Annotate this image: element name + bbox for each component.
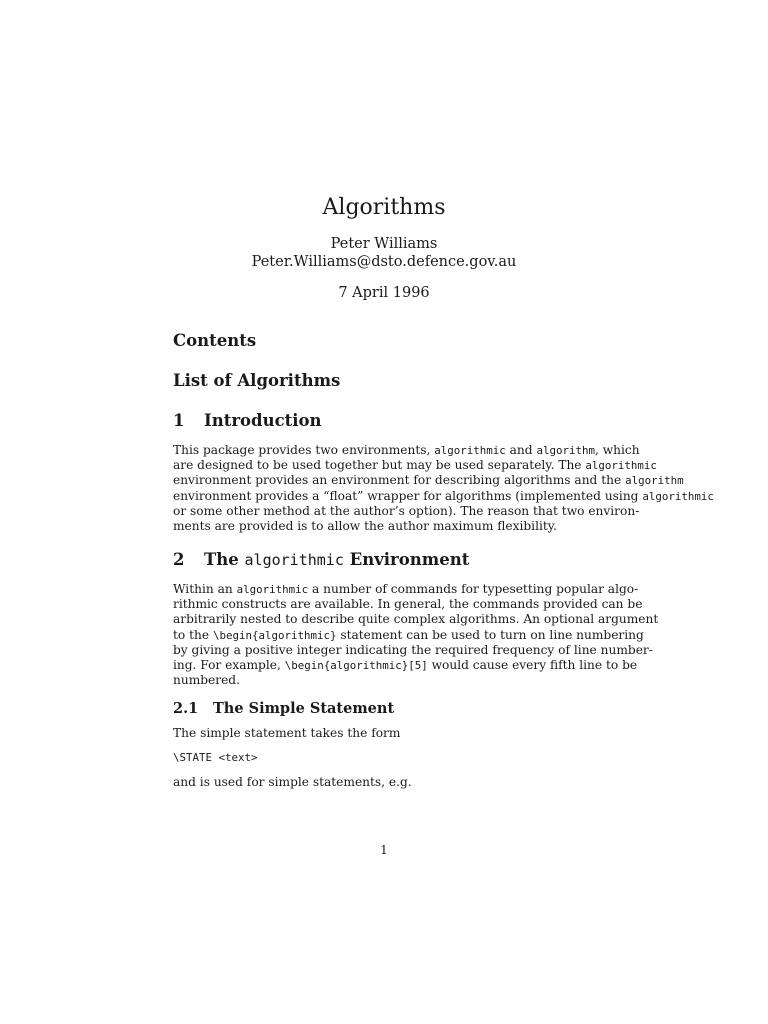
section-number: 1 — [173, 411, 185, 430]
inline-code: algorithm — [536, 444, 595, 457]
paragraph-line: arbitrarily nested to describe quite complex algorithms. An optional argument — [173, 612, 659, 627]
paragraph-line: to the \begin{algorithmic} statement can be used to turn on line numbering — [173, 627, 644, 642]
section-1-paragraph — [173, 443, 714, 534]
list-of-algorithms-heading: List of Algorithms — [173, 371, 341, 390]
subsection-2-1-heading — [173, 699, 394, 719]
inline-code: algorithmic — [585, 459, 657, 473]
subsection-number: 2.1 — [173, 700, 199, 717]
document-title: Algorithms — [322, 195, 446, 220]
section-2-heading — [173, 549, 469, 571]
paragraph-line: rithmic constructs are available. In general, the commands provided can be — [173, 597, 643, 612]
inline-code: \begin{algorithmic}[5] — [284, 659, 428, 673]
subsection-intro: The simple statement takes the form — [173, 726, 401, 740]
subsection-title: The Simple Statement — [213, 700, 395, 717]
paragraph-line: environment provides an environment for describing algorithms and the algorithm — [173, 473, 684, 488]
paragraph-line: or some other method at the author’s option). The reason that two environ- — [173, 503, 640, 518]
section-2-paragraph — [173, 582, 659, 688]
inline-code: algorithmic — [434, 444, 506, 457]
section-number: 2 — [173, 550, 185, 569]
subsection-after-text: and is used for simple statements, e.g. — [173, 775, 412, 789]
section-title-code: algorithmic — [244, 551, 344, 569]
paragraph-line: This package provides two environments, algorithmic and algorithm, which — [173, 443, 640, 457]
inline-code: algorithm — [625, 474, 684, 488]
inline-code: \begin{algorithmic} — [212, 628, 337, 642]
paragraph-line: are designed to be used together but may be used separately. The algorithmic — [173, 458, 657, 473]
document-date: 7 April 1996 — [338, 285, 430, 301]
section-title-prefix: The — [204, 550, 245, 569]
paragraph-line: ments are provided is to allow the author maximum flexibility. — [173, 519, 557, 534]
author-name: Peter Williams — [330, 236, 438, 252]
contents-heading: Contents — [173, 331, 257, 350]
page-number: 1 — [380, 843, 388, 857]
paragraph-line: environment provides a “float” wrapper for algorithms (implemented using algorithmic — [173, 488, 714, 503]
inline-code: algorithmic — [236, 583, 309, 596]
inline-code: algorithmic — [642, 489, 714, 503]
paragraph-line: ing. For example, \begin{algorithmic}[5] would cause every fifth line to be — [173, 658, 638, 673]
code-example: \STATE <text> — [173, 751, 258, 764]
section-title-suffix: Environment — [343, 550, 470, 569]
author-email: Peter.Williams@dsto.defence.gov.au — [251, 254, 517, 270]
paragraph-line: by giving a positive integer indicating the required frequency of line number- — [173, 642, 653, 657]
section-title: Introduction — [204, 411, 322, 430]
paragraph-line: Within an algorithmic a number of commands for typesetting popular algo- — [173, 582, 639, 596]
section-1-heading — [173, 410, 322, 432]
paragraph-line: numbered. — [173, 673, 240, 688]
